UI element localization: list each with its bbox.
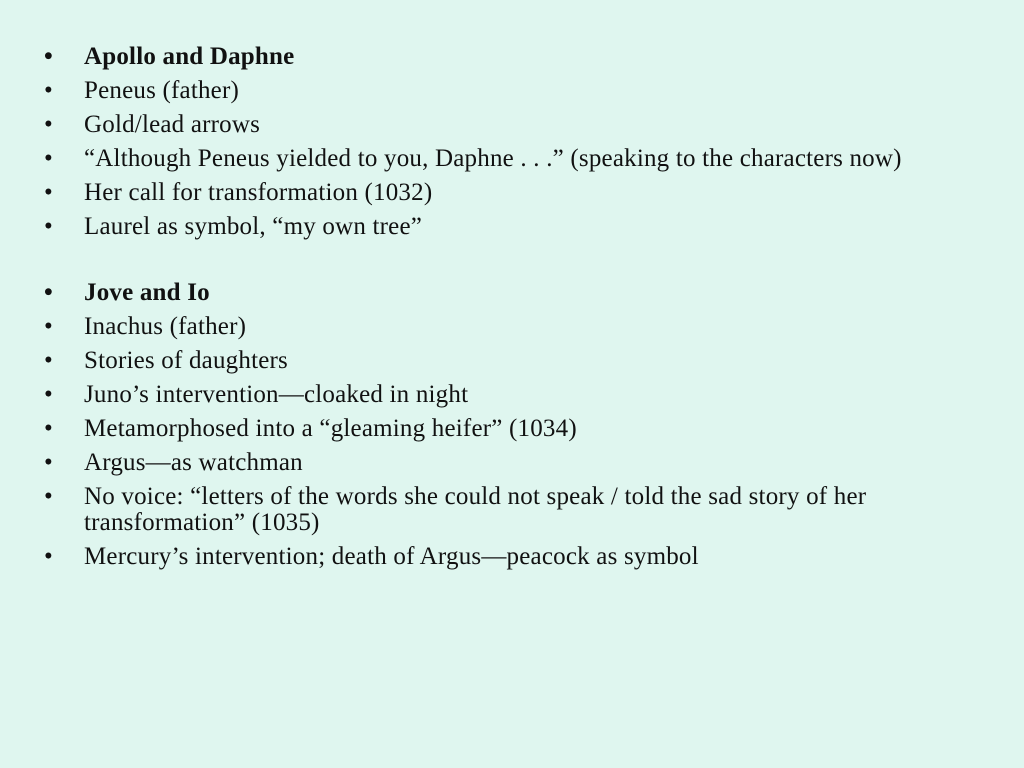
bullet-dot: • — [44, 483, 53, 510]
section-heading-jove-io — [44, 280, 984, 306]
list-item-text: Gold/lead arrows — [84, 111, 261, 138]
list-item-text: No voice: “letters of the words she could not speak / told the sad story of her transformation” (1035) — [84, 483, 867, 536]
bullet-dot: • — [44, 213, 53, 240]
bullet-dot: • — [44, 415, 53, 442]
bullet-dot: • — [44, 77, 53, 104]
list-item — [44, 348, 984, 374]
list-item-text: Mercury’s intervention; death of Argus—peacock as symbol — [84, 543, 699, 570]
list-item — [44, 382, 984, 408]
heading-text: Jove and Io — [84, 279, 210, 306]
list-item — [44, 416, 984, 442]
list-item-text: Argus—as watchman — [84, 449, 303, 476]
list-item — [44, 544, 984, 570]
section-spacer — [44, 248, 984, 280]
list-item — [44, 484, 984, 536]
list-item — [44, 146, 984, 172]
bullet-dot: • — [44, 145, 53, 172]
bullet-dot: • — [44, 449, 53, 476]
list-item — [44, 450, 984, 476]
list-item-text: Peneus (father) — [84, 77, 240, 104]
bullet-dot: • — [44, 179, 53, 206]
section-heading-apollo-daphne — [44, 44, 984, 70]
list-item-text: Metamorphosed into a “gleaming heifer” (1034) — [84, 415, 577, 442]
list-item-text: Inachus (father) — [84, 313, 247, 340]
bullet-dot: • — [44, 43, 53, 70]
list-item — [44, 112, 984, 138]
list-item — [44, 180, 984, 206]
list-item-text: Juno’s intervention—cloaked in night — [84, 381, 469, 408]
list-item-text: “Although Peneus yielded to you, Daphne . . .” (speaking to the characters now) — [84, 145, 902, 172]
list-item-text: Laurel as symbol, “my own tree” — [84, 213, 423, 240]
heading-text: Apollo and Daphne — [84, 43, 295, 70]
list-item-text: Her call for transformation (1032) — [84, 179, 433, 206]
bullet-dot: • — [44, 111, 53, 138]
bullet-list — [44, 44, 984, 578]
bullet-dot: • — [44, 543, 53, 570]
bullet-dot: • — [44, 279, 53, 306]
bullet-dot: • — [44, 313, 53, 340]
bullet-dot: • — [44, 347, 53, 374]
list-item-text: Stories of daughters — [84, 347, 288, 374]
list-item — [44, 214, 984, 240]
list-item — [44, 78, 984, 104]
bullet-dot: • — [44, 381, 53, 408]
list-item — [44, 314, 984, 340]
